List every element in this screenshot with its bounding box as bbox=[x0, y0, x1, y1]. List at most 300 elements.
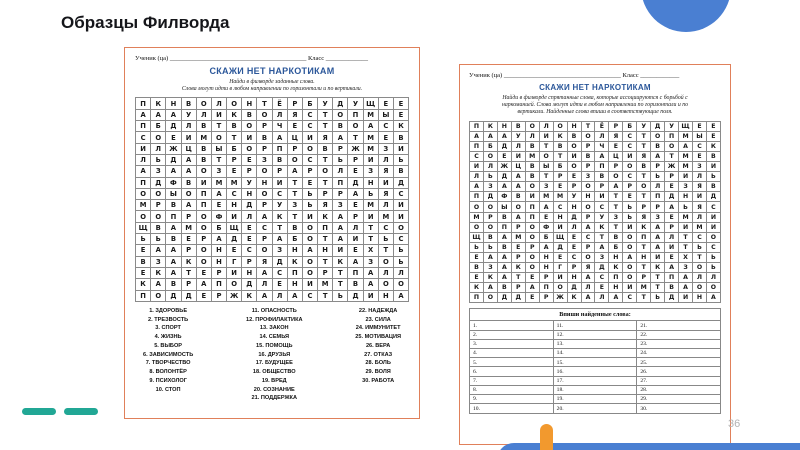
grid-cell: И bbox=[379, 178, 394, 189]
grid-cell: О bbox=[554, 122, 568, 132]
answer-cell: 6. bbox=[470, 367, 554, 376]
grid-cell: С bbox=[303, 291, 318, 302]
grid-cell: А bbox=[288, 291, 303, 302]
answer-cell: 10. bbox=[470, 404, 554, 413]
grid-cell: Д bbox=[227, 234, 242, 245]
grid-cell: И bbox=[242, 132, 257, 143]
grid-cell: Р bbox=[484, 213, 498, 223]
grid-cell: О bbox=[623, 273, 637, 283]
grid-cell: П bbox=[665, 273, 679, 283]
answer-row bbox=[470, 358, 720, 367]
grid-row bbox=[470, 132, 721, 142]
grid-cell: О bbox=[242, 121, 257, 132]
grid-cell: А bbox=[273, 234, 288, 245]
grid-row bbox=[470, 273, 721, 283]
grid-cell: Л bbox=[136, 155, 151, 166]
grid-cell: И bbox=[212, 110, 227, 121]
instruction-line: Найди в филворде заданные слова. bbox=[229, 79, 315, 85]
grid-cell: К bbox=[273, 211, 288, 222]
word-list-column-1 bbox=[143, 308, 193, 403]
answer-row bbox=[470, 386, 720, 395]
answer-cell: 29. bbox=[637, 395, 720, 404]
grid-cell: Т bbox=[512, 273, 526, 283]
grid-cell: И bbox=[512, 152, 526, 162]
grid-cell: О bbox=[512, 202, 526, 212]
grid-cell: Б bbox=[288, 234, 303, 245]
grid-cell: И bbox=[707, 223, 721, 233]
grid-cell: Г bbox=[227, 257, 242, 268]
grid-cell: И bbox=[394, 144, 409, 155]
grid-cell: Т bbox=[609, 202, 623, 212]
grid-cell: Щ bbox=[470, 233, 484, 243]
answer-cell: 4. bbox=[470, 349, 554, 358]
worksheet-instructions bbox=[469, 95, 721, 117]
grid-cell: Н bbox=[212, 245, 227, 256]
grid-cell: О bbox=[242, 144, 257, 155]
grid-cell: Т bbox=[595, 233, 609, 243]
grid-cell: П bbox=[348, 268, 363, 279]
grid-cell: А bbox=[512, 172, 526, 182]
grid-cell: Д bbox=[595, 263, 609, 273]
grid-cell: И bbox=[568, 152, 582, 162]
grid-cell: И bbox=[679, 223, 693, 233]
grid-cell: Я bbox=[318, 200, 333, 211]
grid-cell: Т bbox=[554, 152, 568, 162]
answer-row bbox=[470, 349, 720, 358]
grid-cell: О bbox=[526, 263, 540, 273]
grid-cell: Я bbox=[582, 263, 596, 273]
grid-cell: Б bbox=[609, 243, 623, 253]
grid-cell: Д bbox=[242, 200, 257, 211]
grid-cell: К bbox=[512, 263, 526, 273]
grid-cell: Е bbox=[242, 155, 257, 166]
answer-cell: 7. bbox=[470, 377, 554, 386]
grid-cell: Л bbox=[257, 279, 272, 290]
grid-cell: Т bbox=[651, 283, 665, 293]
grid-cell: Р bbox=[540, 293, 554, 303]
grid-cell: Д bbox=[394, 178, 409, 189]
grid-cell: Е bbox=[693, 152, 707, 162]
grid-cell: Ы bbox=[212, 144, 227, 155]
grid-cell: К bbox=[609, 263, 623, 273]
instruction-line: Найди в филворде спрятанные слова, которые ассоциируются с борьбой с bbox=[502, 95, 688, 101]
grid-row bbox=[470, 213, 721, 223]
grid-cell: С bbox=[623, 293, 637, 303]
grid-cell: К bbox=[484, 273, 498, 283]
grid-cell: Т bbox=[609, 223, 623, 233]
grid-cell: К bbox=[151, 98, 166, 109]
grid-cell: У bbox=[182, 110, 197, 121]
grid-cell: Р bbox=[554, 172, 568, 182]
grid-cell: Н bbox=[379, 291, 394, 302]
grid-cell: Р bbox=[512, 283, 526, 293]
grid-cell: А bbox=[665, 263, 679, 273]
grid-cell: С bbox=[693, 142, 707, 152]
answer-cell: 20. bbox=[554, 404, 638, 413]
grid-cell: Р bbox=[257, 234, 272, 245]
answer-row bbox=[470, 377, 720, 386]
grid-cell: Д bbox=[665, 192, 679, 202]
grid-cell: О bbox=[212, 132, 227, 143]
grid-cell: А bbox=[182, 200, 197, 211]
grid-cell: Щ bbox=[227, 223, 242, 234]
grid-cell: Р bbox=[568, 182, 582, 192]
grid-cell: С bbox=[303, 110, 318, 121]
grid-cell: Л bbox=[693, 172, 707, 182]
grid-cell: И bbox=[554, 273, 568, 283]
worksheet-instructions bbox=[135, 79, 409, 93]
grid-row bbox=[470, 293, 721, 303]
grid-cell: А bbox=[288, 166, 303, 177]
grid-cell: О bbox=[484, 202, 498, 212]
grid-cell: Ч bbox=[273, 121, 288, 132]
grid-cell: Е bbox=[526, 273, 540, 283]
grid-cell: Н bbox=[609, 283, 623, 293]
grid-cell: И bbox=[303, 279, 318, 290]
grid-cell: Т bbox=[582, 122, 596, 132]
grid-cell: Н bbox=[257, 178, 272, 189]
decor-teal-dash bbox=[64, 408, 98, 415]
grid-cell: М bbox=[182, 223, 197, 234]
grid-cell: С bbox=[379, 121, 394, 132]
grid-cell: Л bbox=[182, 121, 197, 132]
grid-cell: С bbox=[470, 152, 484, 162]
grid-cell: О bbox=[609, 172, 623, 182]
grid-cell: И bbox=[651, 253, 665, 263]
grid-row bbox=[470, 263, 721, 273]
grid-cell: Е bbox=[470, 273, 484, 283]
grid-cell: Ь bbox=[394, 245, 409, 256]
grid-cell: П bbox=[540, 283, 554, 293]
grid-cell: В bbox=[595, 172, 609, 182]
answer-row bbox=[470, 367, 720, 376]
grid-cell: И bbox=[623, 223, 637, 233]
grid-cell: О bbox=[623, 162, 637, 172]
grid-cell: Т bbox=[637, 293, 651, 303]
grid-cell: Е bbox=[242, 223, 257, 234]
grid-cell: Н bbox=[227, 200, 242, 211]
grid-cell: С bbox=[595, 202, 609, 212]
grid-cell: У bbox=[318, 98, 333, 109]
grid-cell: Ь bbox=[693, 243, 707, 253]
grid-cell: Д bbox=[498, 142, 512, 152]
grid-cell: О bbox=[151, 189, 166, 200]
grid-cell: И bbox=[227, 268, 242, 279]
grid-cell: П bbox=[470, 142, 484, 152]
answer-cell: 18. bbox=[554, 386, 638, 395]
worksheet-right bbox=[459, 64, 731, 445]
grid-cell: О bbox=[623, 233, 637, 243]
grid-cell: О bbox=[394, 279, 409, 290]
grid-cell: Е bbox=[470, 253, 484, 263]
grid-cell: Л bbox=[595, 293, 609, 303]
grid-cell: Л bbox=[582, 283, 596, 293]
grid-cell: С bbox=[242, 245, 257, 256]
grid-cell: О bbox=[197, 211, 212, 222]
grid-cell: Л bbox=[693, 213, 707, 223]
grid-row bbox=[136, 166, 409, 177]
decor-orange-bar bbox=[540, 424, 553, 450]
grid-cell: И bbox=[679, 172, 693, 182]
grid-cell: В bbox=[197, 144, 212, 155]
grid-cell: К bbox=[333, 257, 348, 268]
grid-cell: О bbox=[227, 98, 242, 109]
grid-cell: Д bbox=[568, 283, 582, 293]
grid-row bbox=[136, 291, 409, 302]
grid-cell: Е bbox=[394, 110, 409, 121]
grid-cell: Д bbox=[651, 122, 665, 132]
word-list-item: 25. МОТИВАЦИЯ bbox=[355, 334, 401, 341]
grid-cell: О bbox=[303, 234, 318, 245]
grid-cell: Н bbox=[679, 192, 693, 202]
grid-cell: Е bbox=[197, 291, 212, 302]
grid-cell: Т bbox=[288, 189, 303, 200]
grid-cell: В bbox=[512, 192, 526, 202]
grid-cell: Е bbox=[227, 245, 242, 256]
filword-grid bbox=[469, 121, 721, 304]
grid-cell: Ь bbox=[333, 155, 348, 166]
grid-cell: А bbox=[540, 243, 554, 253]
grid-cell: О bbox=[136, 211, 151, 222]
grid-cell: О bbox=[693, 283, 707, 293]
grid-cell: Ь bbox=[707, 253, 721, 263]
grid-cell: Р bbox=[623, 182, 637, 192]
grid-cell: Р bbox=[582, 213, 596, 223]
answer-row bbox=[470, 395, 720, 404]
grid-cell: О bbox=[470, 202, 484, 212]
grid-cell: А bbox=[512, 182, 526, 192]
grid-cell: В bbox=[484, 233, 498, 243]
answer-cell: 8. bbox=[470, 386, 554, 395]
grid-cell: Х bbox=[364, 245, 379, 256]
grid-cell: К bbox=[651, 263, 665, 273]
answer-cell: 24. bbox=[637, 349, 720, 358]
grid-cell: В bbox=[197, 121, 212, 132]
word-list-item: 10. СТОП bbox=[155, 386, 181, 393]
grid-cell: Л bbox=[273, 291, 288, 302]
grid-cell: П bbox=[595, 162, 609, 172]
grid-cell: Л bbox=[379, 155, 394, 166]
grid-cell: К bbox=[470, 283, 484, 293]
grid-cell: А bbox=[364, 279, 379, 290]
grid-cell: П bbox=[651, 192, 665, 202]
grid-cell: С bbox=[595, 273, 609, 283]
word-list-column-3 bbox=[355, 308, 401, 403]
word-list-item: 9. ПСИХОЛОГ bbox=[149, 377, 187, 384]
grid-cell: В bbox=[182, 178, 197, 189]
grid-cell: Ь bbox=[484, 172, 498, 182]
grid-cell: Н bbox=[212, 257, 227, 268]
grid-cell: К bbox=[595, 223, 609, 233]
grid-row bbox=[136, 144, 409, 155]
student-class-line: Ученик (ца) __________________________________________ Класс _____________ bbox=[135, 55, 369, 62]
word-list-item: 21. ПОДДЕРЖКА bbox=[251, 395, 297, 402]
grid-cell: Л bbox=[693, 273, 707, 283]
grid-cell: Ф bbox=[540, 223, 554, 233]
grid-cell: Т bbox=[637, 192, 651, 202]
grid-cell: А bbox=[364, 121, 379, 132]
word-list-item: 5. ВЫБОР bbox=[154, 342, 183, 349]
grid-cell: Щ bbox=[136, 223, 151, 234]
grid-cell: А bbox=[348, 189, 363, 200]
answer-row bbox=[470, 340, 720, 349]
word-list bbox=[135, 308, 409, 403]
answer-cell: 17. bbox=[554, 377, 638, 386]
grid-cell: Е bbox=[693, 122, 707, 132]
grid-cell: А bbox=[151, 245, 166, 256]
grid-cell: О bbox=[484, 152, 498, 162]
grid-cell: В bbox=[348, 279, 363, 290]
grid-cell: Ж bbox=[227, 291, 242, 302]
answer-cell: 3. bbox=[470, 340, 554, 349]
grid-cell: Д bbox=[665, 293, 679, 303]
grid-cell: Е bbox=[526, 293, 540, 303]
grid-cell: З bbox=[484, 263, 498, 273]
grid-cell: А bbox=[595, 243, 609, 253]
grid-cell: Т bbox=[318, 155, 333, 166]
grid-cell: Д bbox=[333, 98, 348, 109]
grid-cell: С bbox=[303, 121, 318, 132]
grid-cell: В bbox=[470, 263, 484, 273]
grid-cell: П bbox=[288, 268, 303, 279]
grid-cell: Н bbox=[568, 122, 582, 132]
grid-cell: А bbox=[333, 211, 348, 222]
grid-cell: В bbox=[707, 182, 721, 192]
grid-cell: Ё bbox=[595, 122, 609, 132]
grid-cell: В bbox=[257, 132, 272, 143]
grid-cell: Н bbox=[242, 268, 257, 279]
grid-cell: Н bbox=[637, 253, 651, 263]
grid-cell: М bbox=[227, 178, 242, 189]
grid-cell: Ж bbox=[348, 144, 363, 155]
answer-cell: 21. bbox=[637, 321, 720, 330]
grid-cell: Н bbox=[693, 293, 707, 303]
student-class-line: Ученик (ца) ____________________________________ Класс ____________ bbox=[469, 72, 680, 79]
grid-cell: А bbox=[151, 279, 166, 290]
grid-cell: П bbox=[136, 291, 151, 302]
grid-cell: Ы bbox=[693, 132, 707, 142]
grid-cell: А bbox=[166, 257, 181, 268]
grid-cell: А bbox=[498, 253, 512, 263]
instruction-line: Слова могут идти в любом направлении по горизонтали и по вертикали. bbox=[181, 86, 363, 93]
grid-cell: Т bbox=[364, 223, 379, 234]
grid-cell: Е bbox=[136, 245, 151, 256]
word-list-item: 8. ВОЛОНТЁР bbox=[149, 369, 187, 376]
grid-cell: З bbox=[257, 155, 272, 166]
grid-cell: Л bbox=[348, 223, 363, 234]
grid-cell: Ы bbox=[540, 162, 554, 172]
grid-cell: О bbox=[470, 223, 484, 233]
grid-row bbox=[470, 223, 721, 233]
grid-cell: О bbox=[526, 253, 540, 263]
grid-cell: Н bbox=[242, 98, 257, 109]
grid-cell: А bbox=[394, 291, 409, 302]
grid-cell: В bbox=[554, 142, 568, 152]
grid-cell: Е bbox=[498, 152, 512, 162]
grid-cell: Т bbox=[182, 268, 197, 279]
grid-cell: Д bbox=[512, 293, 526, 303]
grid-cell: К bbox=[288, 257, 303, 268]
grid-cell: А bbox=[257, 268, 272, 279]
grid-cell: Е bbox=[303, 178, 318, 189]
slide-title: Образцы Филворда bbox=[61, 13, 230, 32]
grid-cell: Р bbox=[212, 268, 227, 279]
grid-cell: С bbox=[273, 268, 288, 279]
grid-row bbox=[136, 178, 409, 189]
grid-cell: Ь bbox=[707, 172, 721, 182]
grid-cell: Р bbox=[348, 155, 363, 166]
grid-cell: О bbox=[582, 253, 596, 263]
grid-cell: Е bbox=[554, 182, 568, 192]
grid-row bbox=[470, 243, 721, 253]
grid-cell: С bbox=[273, 189, 288, 200]
instruction-line: вертикали. Найденные слова впиши в соответствующие поля. bbox=[517, 109, 673, 116]
grid-cell: У bbox=[568, 192, 582, 202]
grid-cell: Р bbox=[257, 200, 272, 211]
grid-cell: А bbox=[182, 166, 197, 177]
grid-cell: Т bbox=[637, 263, 651, 273]
grid-cell: О bbox=[303, 257, 318, 268]
grid-cell: П bbox=[526, 202, 540, 212]
grid-cell: Л bbox=[540, 122, 554, 132]
grid-cell: И bbox=[623, 152, 637, 162]
grid-cell: А bbox=[136, 110, 151, 121]
grid-cell: О bbox=[182, 189, 197, 200]
answer-table bbox=[469, 308, 721, 414]
word-list-item: 26. ВЕРА bbox=[365, 342, 391, 349]
grid-cell: Р bbox=[333, 189, 348, 200]
grid-cell: Ж bbox=[554, 293, 568, 303]
grid-cell: И bbox=[182, 132, 197, 143]
answer-cell: 9. bbox=[470, 395, 554, 404]
grid-cell: Т bbox=[364, 234, 379, 245]
answer-cell: 25. bbox=[637, 358, 720, 367]
grid-cell: Л bbox=[651, 182, 665, 192]
grid-cell: У bbox=[595, 213, 609, 223]
grid-cell: Я bbox=[637, 213, 651, 223]
grid-cell: Р bbox=[651, 162, 665, 172]
grid-cell: Л bbox=[242, 211, 257, 222]
grid-cell: Н bbox=[242, 189, 257, 200]
grid-cell: Т bbox=[637, 172, 651, 182]
grid-cell: Б bbox=[623, 122, 637, 132]
grid-cell: Т bbox=[318, 234, 333, 245]
grid-cell: М bbox=[212, 178, 227, 189]
grid-cell: О bbox=[257, 245, 272, 256]
grid-cell: А bbox=[498, 182, 512, 192]
grid-cell: П bbox=[470, 293, 484, 303]
grid-cell: О bbox=[227, 279, 242, 290]
grid-cell: Е bbox=[568, 233, 582, 243]
answer-cell: 22. bbox=[637, 331, 720, 340]
filword-grid bbox=[135, 97, 409, 301]
grid-cell: Т bbox=[693, 253, 707, 263]
grid-cell: В bbox=[166, 234, 181, 245]
grid-cell: С bbox=[303, 155, 318, 166]
grid-cell: Е bbox=[197, 268, 212, 279]
grid-cell: О bbox=[303, 144, 318, 155]
grid-cell: О bbox=[318, 166, 333, 177]
grid-cell: Я bbox=[693, 182, 707, 192]
grid-cell: Р bbox=[151, 200, 166, 211]
grid-cell: Е bbox=[568, 243, 582, 253]
grid-cell: Р bbox=[212, 291, 227, 302]
grid-cell: Е bbox=[348, 166, 363, 177]
grid-cell: Т bbox=[288, 178, 303, 189]
grid-cell: У bbox=[637, 122, 651, 132]
grid-cell: Ь bbox=[679, 202, 693, 212]
grid-cell: В bbox=[526, 162, 540, 172]
